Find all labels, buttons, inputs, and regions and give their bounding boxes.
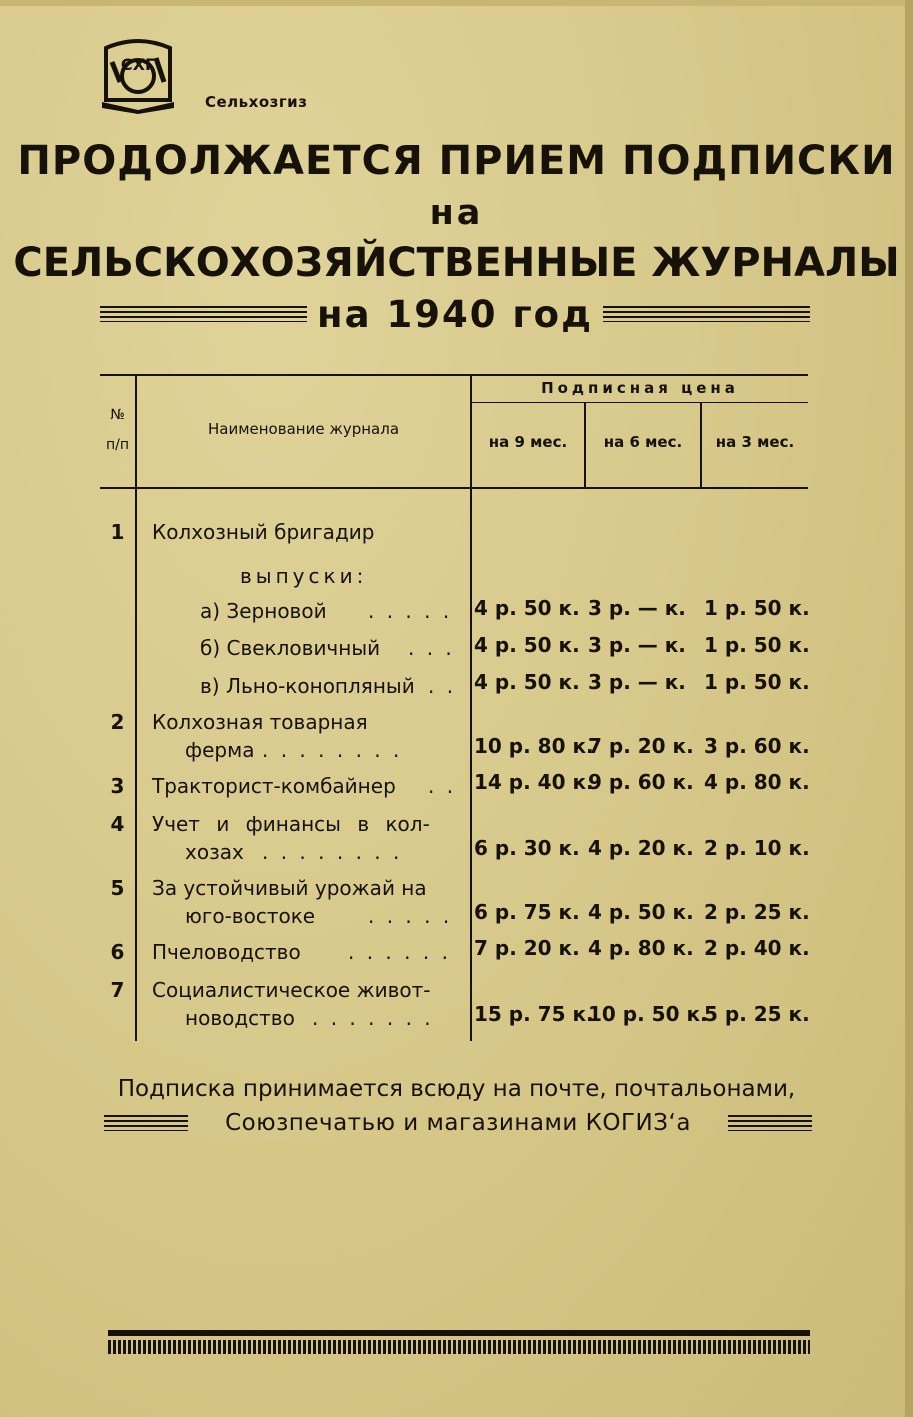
journal-name-cont: хозах: [185, 840, 244, 864]
price-6-months: 9 р. 60 к.: [588, 770, 694, 794]
issues-label: выпуски:: [240, 564, 368, 588]
price-6-months: 3 р. — к.: [588, 670, 686, 694]
issue-name: в) Льно-конопляный: [200, 674, 415, 698]
journal-name: Тракторист-комбайнер: [152, 774, 396, 798]
price-9-months: 4 р. 50 к.: [474, 633, 580, 657]
price-3-months: 1 р. 50 к.: [704, 633, 810, 657]
price-9-months: 4 р. 50 к.: [474, 596, 580, 620]
price-6-months: 3 р. — к.: [588, 633, 686, 657]
footer-rule-left: [104, 1115, 188, 1131]
leader-dots: . . . . .: [368, 904, 453, 928]
leader-dots: . .: [428, 674, 457, 698]
header-price: Подписная цена: [541, 379, 739, 397]
price-9-months: 7 р. 20 к.: [474, 936, 580, 960]
journal-name-cont: юго-востоке: [185, 904, 316, 928]
title-line-1: ПРОДОЛЖАЕТСЯ ПРИЕМ ПОДПИСКИ: [17, 138, 896, 184]
price-6-months: 4 р. 50 к.: [588, 900, 694, 924]
price-3-months: 4 р. 80 к.: [704, 770, 810, 794]
title-line-4: на 1940 год: [317, 292, 593, 336]
leader-dots: . . . . . . .: [312, 1006, 434, 1030]
leader-dots: . . . . . .: [348, 940, 451, 964]
row-number: 3: [110, 774, 125, 798]
table-col-divider-2: [470, 376, 472, 1041]
bottom-border-hatched: [108, 1340, 810, 1354]
price-6-months: 4 р. 20 к.: [588, 836, 694, 860]
price-3-months: 3 р. 60 к.: [704, 734, 810, 758]
price-3-months: 2 р. 40 к.: [704, 936, 810, 960]
journal-name: Пчеловодство: [152, 940, 301, 964]
row-number: 7: [110, 978, 125, 1002]
page-edge-top: [0, 0, 913, 6]
leader-dots: . . . . . . . .: [262, 738, 403, 762]
table-col-divider-1: [135, 376, 137, 1041]
footer-line-2-row: [104, 1108, 812, 1138]
table-price-subrule: [472, 402, 808, 403]
journal-name: Социалистическое живот-: [152, 978, 431, 1002]
bottom-border-solid: [108, 1330, 810, 1336]
price-6-months: 10 р. 50 к.: [588, 1002, 708, 1026]
logo-text: СХГ: [120, 55, 156, 74]
journal-name-cont: ферма: [185, 738, 255, 762]
price-3-months: 5 р. 25 к.: [704, 1002, 810, 1026]
journal-name: Учет и финансы в кол-: [152, 812, 430, 836]
journal-name: Колхозная товарная: [152, 710, 368, 734]
leader-dots: . . .: [408, 636, 455, 660]
price-9-months: 15 р. 75 к.: [474, 1002, 594, 1026]
price-9-months: 10 р. 80 к.: [474, 734, 594, 758]
publisher-logo-icon: [98, 38, 178, 114]
header-journal-name: Наименование журнала: [207, 420, 400, 438]
header-9-months: на 9 мес.: [488, 433, 568, 451]
row-number: 5: [110, 876, 125, 900]
price-9-months: 6 р. 75 к.: [474, 900, 580, 924]
title-line-3: СЕЛЬСКОХОЗЯЙСТВЕННЫЕ ЖУРНАЛЫ: [13, 240, 900, 286]
price-3-months: 2 р. 10 к.: [704, 836, 810, 860]
footer-line-2: Союзпечатью и магазинами КОГИЗ‘а: [225, 1110, 691, 1136]
leader-dots: . . . . .: [368, 599, 453, 623]
price-6-months: 7 р. 20 к.: [588, 734, 694, 758]
title-line-2: на: [429, 193, 484, 233]
leader-dots: . .: [428, 774, 457, 798]
row-number: 1: [110, 520, 125, 544]
price-6-months: 4 р. 80 к.: [588, 936, 694, 960]
header-6-months: на 6 мес.: [603, 433, 683, 451]
header-number: № п/п: [105, 407, 130, 453]
journal-name-cont: новодство: [185, 1006, 295, 1030]
leader-dots: . . . . . . . .: [262, 840, 403, 864]
footer-rule-right: [728, 1115, 812, 1131]
row-number: 2: [110, 710, 125, 734]
title-year-row: [100, 292, 810, 336]
price-6-months: 3 р. — к.: [588, 596, 686, 620]
title-rule-right: [603, 306, 810, 322]
table-top-rule: [100, 374, 808, 376]
price-3-months: 1 р. 50 к.: [704, 596, 810, 620]
title-rule-left: [100, 306, 307, 322]
footer-line-1: Подписка принимается всюду на почте, почтальонами,: [117, 1076, 796, 1102]
publisher-name: Сельхозгиз: [205, 93, 308, 111]
journal-name: За устойчивый урожай на: [152, 876, 427, 900]
issue-name: б) Свекловичный: [200, 636, 381, 660]
issue-name: а) Зерновой: [200, 599, 327, 623]
row-number: 4: [110, 812, 125, 836]
price-9-months: 14 р. 40 к.: [474, 770, 594, 794]
journal-name: Колхозный бригадир: [152, 520, 375, 544]
price-9-months: 4 р. 50 к.: [474, 670, 580, 694]
price-9-months: 6 р. 30 к.: [474, 836, 580, 860]
row-number: 6: [110, 940, 125, 964]
header-3-months: на 3 мес.: [715, 433, 795, 451]
price-3-months: 2 р. 25 к.: [704, 900, 810, 924]
price-3-months: 1 р. 50 к.: [704, 670, 810, 694]
